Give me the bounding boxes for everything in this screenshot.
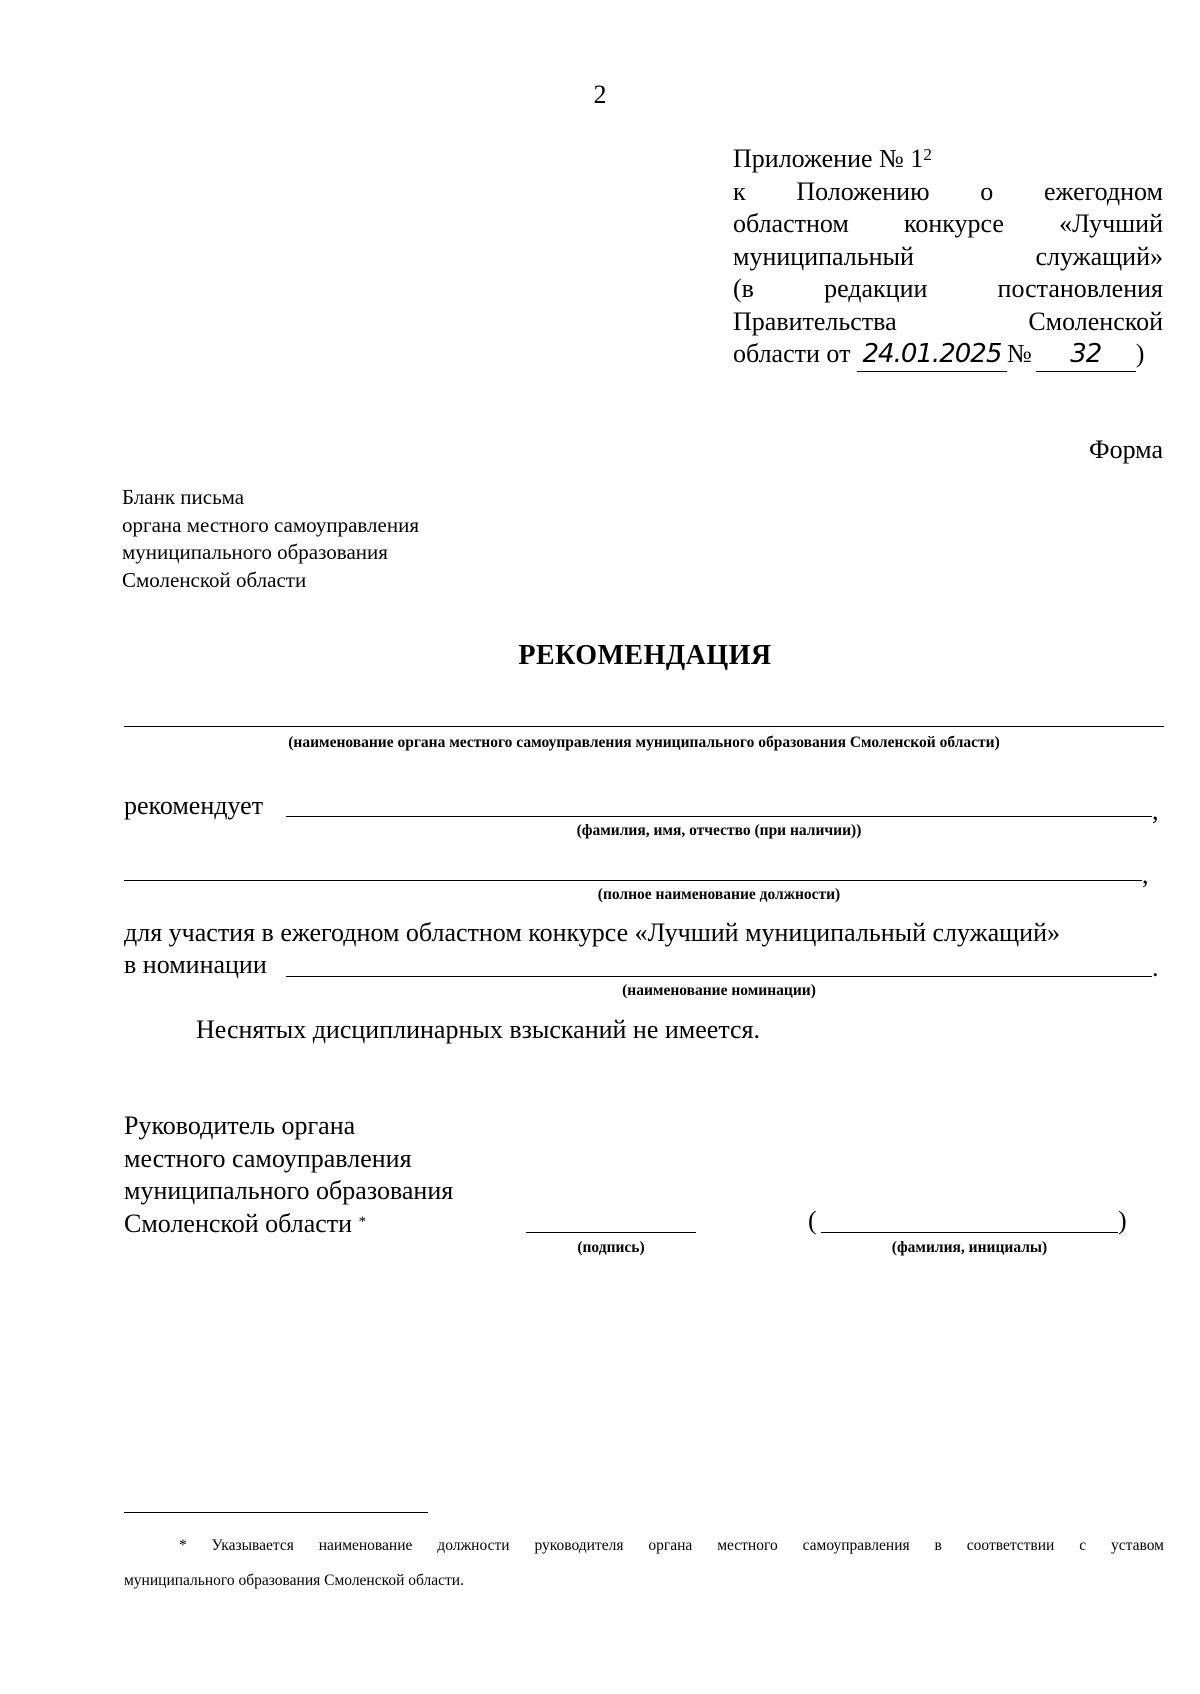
- handwritten-number: 32: [1036, 338, 1136, 372]
- number-sign: №: [1006, 339, 1032, 368]
- closing-paren: ): [1135, 339, 1145, 368]
- page-number: 2: [593, 80, 607, 109]
- appendix-title: Приложение № $1^2$: [733, 144, 932, 173]
- signature-line: [526, 1232, 696, 1233]
- signer-line: муниципального образования: [124, 1176, 454, 1205]
- fio-caption: (фамилия, имя, отчество (при наличии)): [576, 822, 862, 839]
- signature-caption: (подпись): [577, 1239, 645, 1256]
- footnote-mark: *: [358, 1213, 367, 1230]
- signer-block: [124, 1110, 453, 1240]
- footnote-line-1: * Указывается наименование должности руководителя органа местного самоуправления в соответствии с уставом: [179, 1537, 1164, 1554]
- nomination-period: .: [1152, 953, 1159, 982]
- name-close-paren: ): [1118, 1206, 1127, 1235]
- fio-comma: ,: [1152, 796, 1159, 825]
- fio-line: [286, 816, 1152, 817]
- letterhead-line: Смоленской области: [122, 567, 307, 592]
- footnote: [124, 1528, 1164, 1598]
- org-name-caption: (наименование органа местного самоуправления муниципального образования Смоленской области): [288, 734, 1000, 751]
- handwritten-date: 24.01.2025: [857, 338, 1007, 372]
- recommends-label: рекомендует: [124, 791, 264, 820]
- signer-line: местного самоуправления: [124, 1143, 412, 1173]
- appendix-line-3: муниципальный служащий»: [733, 241, 1163, 271]
- nomination-line: [286, 976, 1152, 977]
- appendix-line-6: области от 24.01.2025 № 32 ): [733, 338, 1163, 372]
- letterhead-line: органа местного самоуправления: [122, 512, 419, 537]
- nomination-label: в номинации: [124, 950, 267, 979]
- position-line: [124, 880, 1142, 881]
- form-label: Форма: [1089, 435, 1163, 464]
- appendix-line-2: областном конкурсе «Лучший: [733, 209, 1163, 238]
- appendix-line-4: (в редакции постановления: [733, 274, 1164, 303]
- footnote-separator: [124, 1512, 428, 1513]
- appendix-line-5: Правительства Смоленской: [733, 306, 1163, 336]
- position-comma: ,: [1142, 860, 1149, 889]
- name-caption: (фамилия, инициалы): [891, 1239, 1048, 1256]
- letterhead-line: муниципального образования: [122, 540, 388, 564]
- letterhead-block: [122, 484, 419, 594]
- letterhead-line: Бланк письма: [122, 485, 245, 509]
- name-line: [821, 1232, 1118, 1233]
- nomination-caption: (наименование номинации): [622, 982, 816, 999]
- footnote-line-2: муниципального образования Смоленской области.: [124, 1572, 464, 1589]
- appendix-block: [733, 143, 1163, 372]
- disciplinary-statement: Неснятых дисциплинарных взысканий не имеется.: [196, 1015, 761, 1044]
- position-caption: (полное наименование должности): [597, 886, 841, 903]
- document-title: РЕКОМЕНДАЦИЯ: [518, 640, 772, 671]
- appendix-title-superscript: 2: [923, 145, 932, 164]
- appendix-line-1: к Положению о ежегодном: [733, 176, 1164, 206]
- name-open-paren: (: [808, 1206, 817, 1235]
- signer-line: Руководитель органа: [124, 1111, 356, 1140]
- org-name-line: [124, 726, 1164, 727]
- signer-line-last: Смоленской области *: [124, 1208, 367, 1238]
- participation-text: для участия в ежегодном областном конкурсе «Лучший муниципальный служащий»: [124, 918, 1061, 947]
